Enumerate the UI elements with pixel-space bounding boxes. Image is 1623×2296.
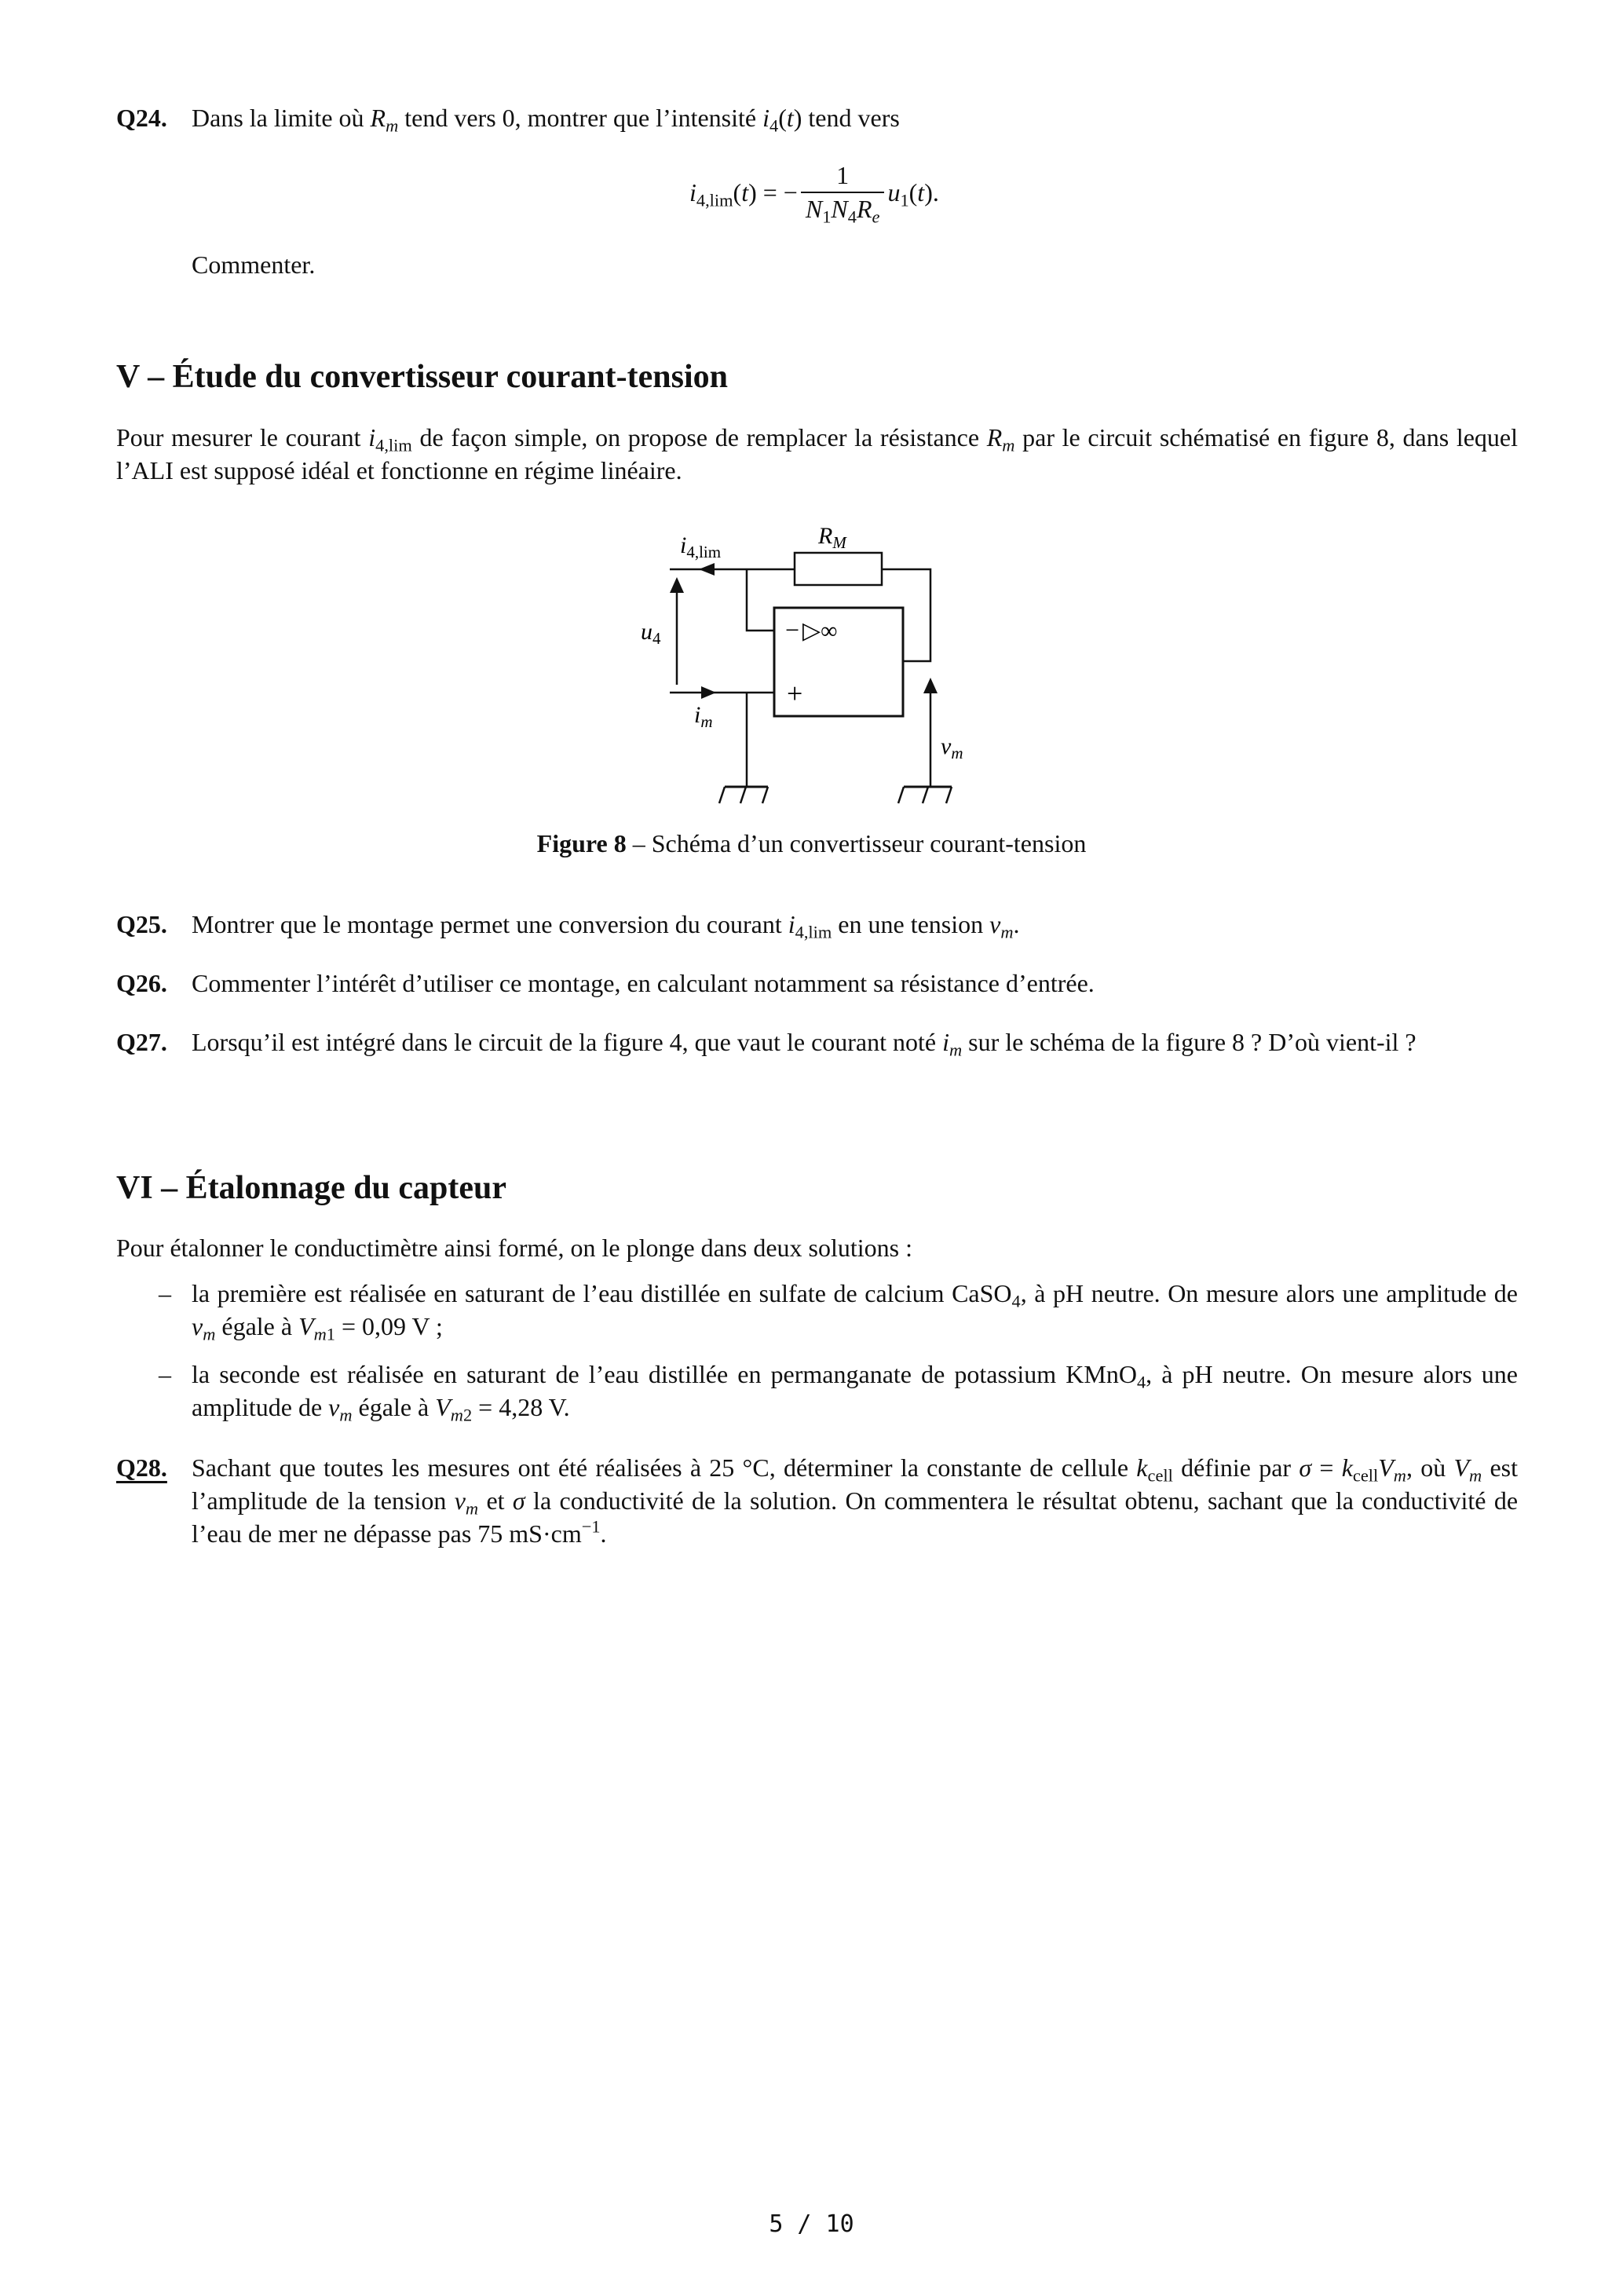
text-run: définie par — [1172, 1453, 1299, 1482]
text-run: 4,lim — [375, 435, 412, 455]
label-im: $i_m$ — [694, 702, 713, 731]
text-run: 4 — [847, 207, 857, 227]
text-run: m — [1000, 922, 1014, 942]
text-run: et — [478, 1486, 513, 1515]
text-run: est l’amplitude de la tension — [192, 1453, 1518, 1515]
label-vm: $v_m$ — [941, 733, 963, 762]
section-heading-vi: VI – Étalonnage du capteur — [116, 1170, 507, 1206]
text-run: V — [435, 1393, 451, 1421]
text-run: i — [689, 177, 696, 207]
text-run: σ — [512, 1486, 525, 1515]
text-run: 1 — [900, 190, 909, 210]
text-run: t — [741, 177, 749, 207]
text-run: i — [762, 104, 769, 132]
page-number: 5 / 10 — [769, 2210, 854, 2238]
text-run: . — [1013, 910, 1020, 938]
text-run: Sachant que toutes les mesures ont été réalisées à 25 °C, déterminer la constante de cellule — [192, 1453, 1137, 1482]
inverting-input-wire — [747, 569, 774, 631]
bullet-mark: – — [159, 1360, 171, 1388]
opamp-plus: + — [787, 678, 803, 709]
text-run: en une tension — [832, 910, 990, 938]
text-run: la conductivité de la solution. On commentera le résultat obtenu, sachant que la conductivité de l’eau de mer ne dépasse pas 75 mS·cm — [192, 1486, 1519, 1548]
text-run: u — [887, 177, 901, 207]
u4-arrow-icon — [670, 577, 684, 593]
text-run: 4 — [1136, 1372, 1146, 1392]
text-run: cell — [1147, 1465, 1173, 1486]
label-u4: $u_4$ — [641, 619, 661, 648]
opamp-minus: − — [785, 616, 800, 644]
ground-icon-left — [719, 787, 768, 803]
text-run: e — [872, 207, 880, 227]
text-run: Pour étalonner le conductimètre ainsi formé, on le plonge dans deux solutions : — [116, 1234, 912, 1262]
text-run: ( — [778, 104, 787, 132]
section-heading-v: V – Étude du convertisseur courant-tension — [116, 359, 728, 395]
text-run: cell — [1352, 1465, 1379, 1486]
question-text-q28 — [192, 1451, 1518, 1550]
text-run: i — [788, 910, 795, 938]
text-run: V — [1378, 1453, 1394, 1482]
question-label-q26: Q26. — [116, 969, 167, 997]
text-run: Dans la limite où — [192, 104, 371, 132]
text-run: i — [942, 1028, 949, 1056]
text-run: = 4,28 V. — [472, 1393, 570, 1421]
text-run: . — [600, 1519, 607, 1548]
text-run: m — [450, 1405, 463, 1425]
text-run: m — [339, 1405, 353, 1425]
question-comment-q24: Commenter. — [192, 250, 316, 279]
text-run: Lorsqu’il est intégré dans le circuit de la figure 4, que vaut le courant noté — [192, 1028, 943, 1056]
section-vi-intro — [116, 1231, 1518, 1264]
text-run: k — [1341, 1453, 1353, 1482]
text-run: m — [1002, 435, 1015, 455]
bullet-item — [192, 1358, 1518, 1424]
text-run: v — [192, 1312, 203, 1340]
text-run: ) = − — [748, 177, 798, 207]
text-run: égale à — [352, 1393, 436, 1421]
text-run: N — [831, 195, 848, 223]
text-run: k — [1136, 1453, 1148, 1482]
question-text-q26 — [192, 967, 1518, 1000]
text-run: N — [805, 195, 823, 223]
text-run: de façon simple, on propose de remplacer la résistance — [411, 423, 987, 452]
resistor-rm — [795, 553, 882, 585]
text-run: = — [1311, 1453, 1342, 1482]
text-run: m — [949, 1040, 963, 1060]
text-run: ). — [924, 177, 939, 207]
text-run: −1 — [581, 1516, 601, 1537]
caption-label: Figure 8 — [536, 829, 627, 857]
text-run: t — [917, 177, 925, 207]
figure-8-caption — [0, 829, 1623, 858]
text-run: 1 — [326, 1324, 335, 1344]
text-run: Commenter l’intérêt d’utiliser ce montage, en calculant notamment sa résistance d’entrée. — [192, 969, 1095, 997]
text-run: 4 — [1011, 1291, 1021, 1311]
vm-arrow-icon — [923, 678, 938, 693]
bullet-mark: – — [159, 1279, 171, 1307]
bullet-item — [192, 1277, 1518, 1343]
im-arrow-icon — [701, 686, 716, 699]
text-run: 4 — [769, 115, 779, 136]
text-run: R — [986, 423, 1003, 452]
opamp-symbol: ▷∞ — [802, 618, 838, 644]
feedback-wire — [882, 569, 930, 661]
text-run: , où — [1406, 1453, 1454, 1482]
text-run: 4,lim — [696, 190, 733, 210]
text-run: σ — [1299, 1453, 1312, 1482]
text-run: , à pH neutre. On mesure alors une amplitude de — [1020, 1279, 1519, 1307]
question-text-q25 — [192, 908, 1518, 941]
text-run: R — [370, 104, 386, 132]
text-run: ( — [908, 177, 918, 207]
text-run: m — [465, 1498, 479, 1519]
text-run: ) tend vers — [793, 104, 900, 132]
text-run: tend vers 0, montrer que l’intensité — [398, 104, 763, 132]
text-run: la seconde est réalisée en saturant de l’eau distillée en permanganate de potassium KMnO — [192, 1360, 1137, 1388]
text-run: v — [454, 1486, 466, 1515]
ground-icon-right — [898, 787, 952, 803]
text-run: 1 — [836, 161, 850, 189]
text-run: Pour mesurer le courant — [116, 423, 369, 452]
text-run: V — [1453, 1453, 1470, 1482]
text-run: 2 — [462, 1405, 473, 1425]
text-run: , à pH neutre. On mesure alors une amplitude de — [192, 1360, 1519, 1421]
question-label-q27: Q27. — [116, 1028, 167, 1056]
i4lim-arrow-icon — [699, 563, 715, 576]
text-run: 1 — [822, 207, 832, 227]
label-rm: $R_M$ — [818, 523, 846, 552]
question-label-q28: Q28. — [116, 1453, 167, 1482]
text-run: R — [856, 195, 872, 223]
question-text-q27 — [192, 1026, 1518, 1058]
text-run: m — [203, 1324, 216, 1344]
text-run: la première est réalisée en saturant de l’eau distillée en sulfate de calcium CaSO — [192, 1279, 1012, 1307]
text-run: = 0,09 V ; — [335, 1312, 443, 1340]
text-run: V — [298, 1312, 314, 1340]
text-run: m — [1469, 1465, 1482, 1486]
text-run: i — [368, 423, 376, 452]
text-run: t — [786, 104, 794, 132]
text-run: Montrer que le montage permet une conversion du courant — [192, 910, 788, 938]
text-run: égale à — [215, 1312, 299, 1340]
text-run: 4,lim — [795, 922, 832, 942]
text-run: ( — [733, 177, 742, 207]
text-run: v — [328, 1393, 340, 1421]
question-label-q25: Q25. — [116, 910, 167, 938]
caption-text: – Schéma d’un convertisseur courant-tension — [626, 829, 1087, 857]
text-run: par le circuit schématisé en figure 8, dans lequel l’ALI est supposé idéal et fonctionne en régime linéaire. — [116, 423, 1519, 484]
question-label-q24: Q24. — [116, 104, 167, 132]
text-run: v — [989, 910, 1001, 938]
text-run: m — [386, 115, 399, 136]
text-run: sur le schéma de la figure 8 ? D’où vient-il ? — [962, 1028, 1416, 1056]
text-run: m — [313, 1324, 327, 1344]
label-i4lim: $i_{4,lim}$ — [680, 532, 722, 561]
text-run: m — [1393, 1465, 1406, 1486]
figure-8-circuit — [0, 0, 1623, 864]
